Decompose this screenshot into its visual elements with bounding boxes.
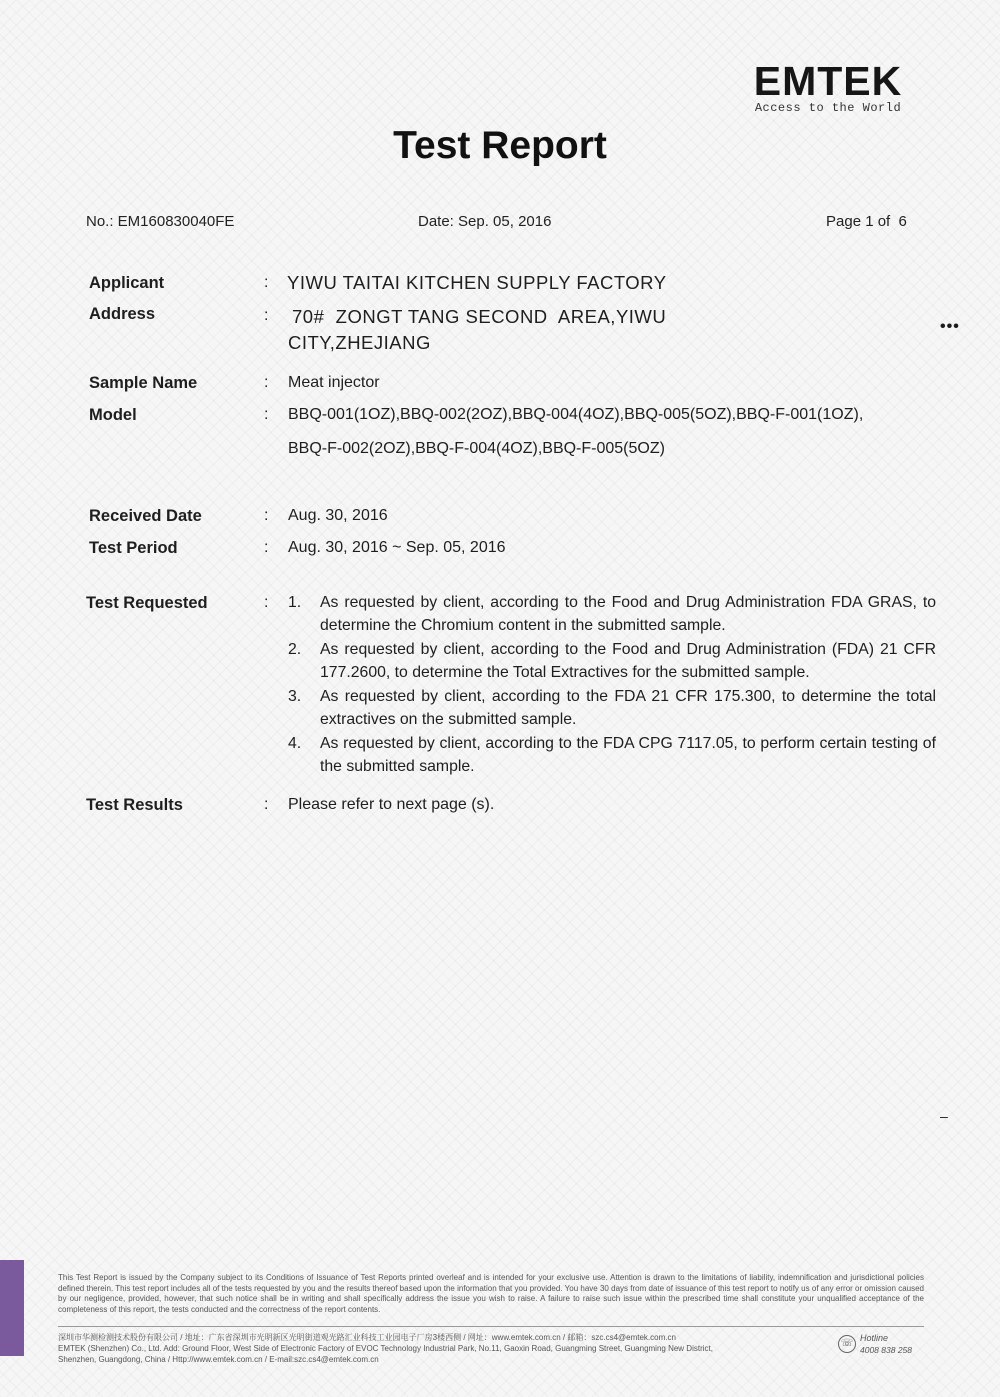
hotline-label: Hotline (860, 1333, 889, 1343)
emtek-logo (733, 60, 923, 115)
footer-contact-line-cn: 深圳市华测检测技术股份有限公司 / 地址：广东省深圳市光明新区光明街道观光路汇业科技工业园电子厂房3楼西侧 / 网址：www.emtek.com.cn / 邮箱：szc.cs4@emtek.com.cn (58, 1333, 676, 1342)
test-item-text: As requested by client, according to the Food and Drug Administration FDA GRAS, to determine the Chromium content in the submitted sample. (320, 594, 936, 634)
address-label: Address (89, 305, 156, 323)
logo-wordmark: EMTEK (753, 58, 903, 104)
footer-disclaimer: This Test Report is issued by the Company subject to its Conditions of Issuance of Test Reports printed overleaf and is intended for your exclusive use. Attention is drawn to the limitations of liability, indemnification and jurisdictional policies defined therein. This test report includes all of the tests requested by you and the results thereof based upon the information that you provided. You have 30 days from date of issuance of this test report to notify us of any error or omission caused by our negligence, provided, however, that such notice shall be in writing and shall specifically address the issue you wish to raise. A failure to raise such issue within the prescribed time shall constitute your unqualified acceptance of the completeness of this report, the tests conducted and the correctness of the report contents. (58, 1273, 924, 1314)
margin-dots: ••• (940, 318, 960, 335)
applicant-colon: : (264, 274, 269, 291)
side-color-bar (0, 1260, 24, 1356)
test-item-number: 1. (288, 594, 302, 611)
test-results-colon: : (264, 796, 269, 813)
applicant-label: Applicant (89, 274, 165, 292)
applicant-value: YIWU TAITAI KITCHEN SUPPLY FACTORY (287, 272, 667, 293)
test-item-text: As requested by client, according to the FDA CPG 7117.05, to perform certain testing of the submitted sample. (320, 735, 936, 775)
test-requested-colon: : (264, 594, 269, 611)
margin-dash: – (940, 1108, 948, 1124)
address-line-2: CITY,ZHEJIANG (288, 332, 431, 353)
test-item (286, 732, 936, 778)
sample-name-colon: : (264, 374, 269, 391)
test-period-colon: : (264, 539, 269, 556)
address-colon: : (264, 307, 269, 324)
test-item (286, 685, 936, 731)
sample-name-label: Sample Name (89, 374, 198, 392)
logo-tagline: Access to the World (754, 101, 902, 115)
model-colon: : (264, 406, 269, 423)
test-requested-label: Test Requested (86, 594, 208, 612)
test-period-label: Test Period (89, 539, 178, 557)
footer-contact-line-address: EMTEK (Shenzhen) Co., Ltd. Add: Ground Floor, West Side of Electronic Factory of EVOC Technology Industrial Park, No.11, Gaoxin Road, Guangming Street, Guangming New District, (58, 1344, 713, 1353)
test-requested-list (286, 591, 936, 779)
footer-divider (58, 1326, 924, 1327)
model-line-1: BBQ-001(1OZ),BBQ-002(2OZ),BBQ-004(4OZ),BBQ-005(5OZ),BBQ-F-001(1OZ), (288, 406, 864, 423)
footer-contact (58, 1332, 838, 1365)
report-number: No.: EM160830040FE (86, 213, 235, 230)
model-line-2: BBQ-F-002(2OZ),BBQ-F-004(4OZ),BBQ-F-005(5OZ) (288, 440, 665, 457)
test-item (286, 591, 936, 637)
test-item-text: As requested by client, according to the FDA 21 CFR 175.300, to determine the total extractives on the submitted sample. (320, 688, 936, 728)
phone-icon: ☏ (838, 1335, 856, 1353)
test-item-text: As requested by client, according to the Food and Drug Administration (FDA) 21 CFR 177.2600, to determine the Total Extractives for the submitted sample. (320, 641, 936, 681)
model-label: Model (89, 406, 137, 424)
test-results-value: Please refer to next page (s). (288, 796, 495, 813)
footer-contact-line-web: Shenzhen, Guangdong, China / Http://www.emtek.com.cn / E-mail:szc.cs4@emtek.com.cn (58, 1355, 379, 1364)
received-date-colon: : (264, 507, 269, 524)
report-date: Date: Sep. 05, 2016 (418, 213, 552, 230)
test-results-label: Test Results (86, 796, 183, 814)
test-period-value: Aug. 30, 2016 ~ Sep. 05, 2016 (288, 539, 506, 556)
received-date-value: Aug. 30, 2016 (288, 507, 388, 524)
address-line-1: 70# ZONGT TANG SECOND AREA,YIWU (292, 306, 667, 327)
test-item-number: 4. (288, 735, 302, 752)
hotline-number: 4008 838 258 (860, 1345, 912, 1355)
test-item-number: 3. (288, 688, 302, 705)
test-item-number: 2. (288, 641, 302, 658)
sample-name-value: Meat injector (288, 374, 380, 391)
page-indicator: Page 1 of 6 (826, 213, 907, 230)
hotline-block (838, 1333, 928, 1359)
page-title: Test Report (393, 124, 607, 167)
test-item (286, 638, 936, 684)
received-date-label: Received Date (89, 507, 202, 525)
